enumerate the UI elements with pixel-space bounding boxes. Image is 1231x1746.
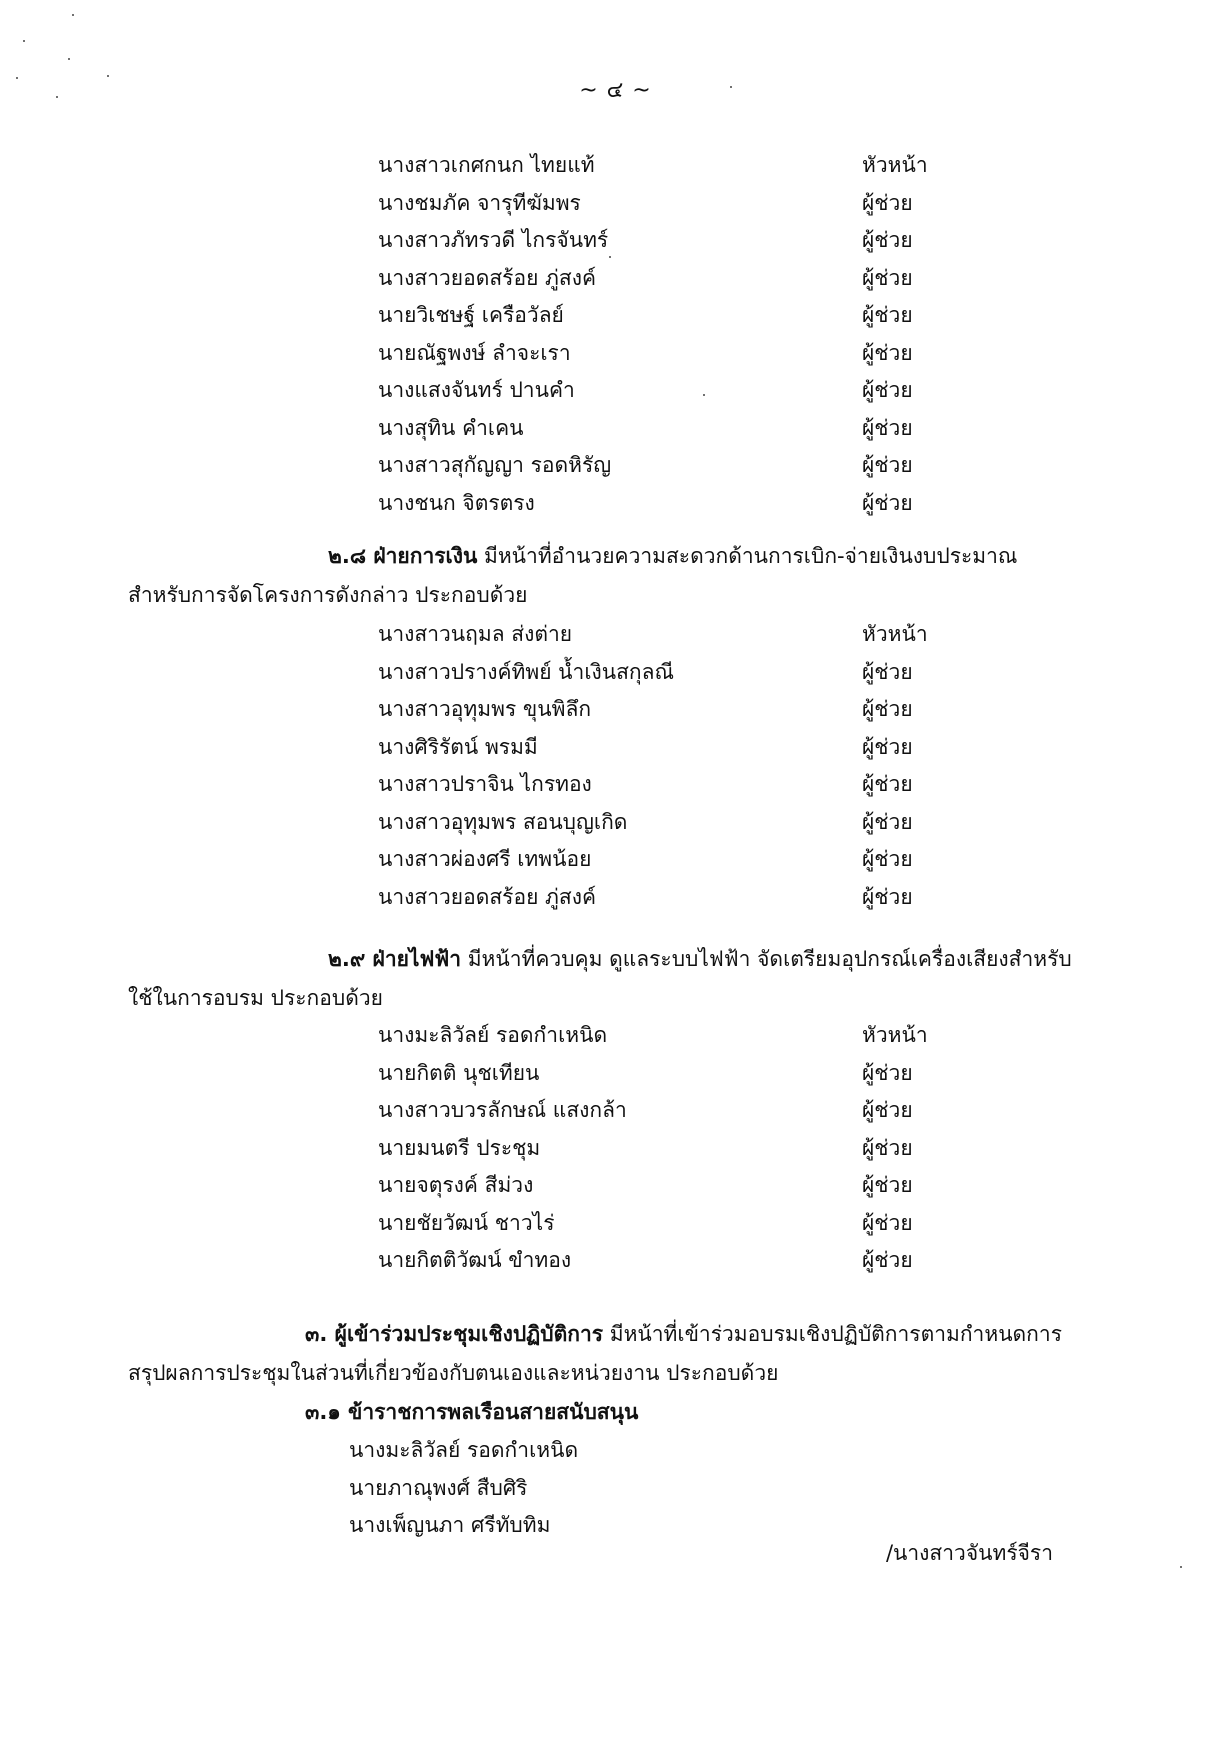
member-name: นางสาวบวรลักษณ์ แสงกล้า bbox=[378, 1098, 627, 1122]
member-name: นายณัฐพงษ์ ลำจะเรา bbox=[378, 340, 571, 365]
member-name: นางสาวนฤมล ส่งต่าย bbox=[378, 622, 573, 646]
section-description: มีหน้าที่เข้าร่วมอบรมเชิงปฏิบัติการตามกำหนดการ bbox=[603, 1322, 1062, 1346]
member-role: ผู้ช่วย bbox=[862, 809, 913, 834]
member-name: นายจตุรงค์ สีม่วง bbox=[378, 1173, 534, 1197]
member-role: ผู้ช่วย bbox=[862, 1248, 913, 1272]
member-name: นายกิตติวัฒน์ ขำทอง bbox=[378, 1248, 572, 1272]
member-role: ผู้ช่วย bbox=[862, 453, 913, 477]
member-row bbox=[0, 297, 1231, 335]
member-role: หัวหน้า bbox=[862, 1023, 928, 1047]
member-role: ผู้ช่วย bbox=[862, 228, 913, 252]
member-row bbox=[0, 804, 1231, 842]
member-name: นายกิตติ นุชเทียน bbox=[378, 1060, 540, 1085]
member-row bbox=[0, 616, 1231, 654]
member-row bbox=[0, 335, 1231, 373]
scan-speck bbox=[1180, 1566, 1182, 1568]
member-row bbox=[0, 447, 1231, 485]
member-role: ผู้ช่วย bbox=[862, 303, 913, 327]
scan-speck bbox=[68, 58, 70, 60]
scan-speck bbox=[72, 14, 74, 16]
section-description: มีหน้าที่ควบคุม ดูแลระบบไฟฟ้า จัดเตรียมอุปกรณ์เครื่องเสียงสำหรับ bbox=[461, 947, 1072, 971]
member-row bbox=[0, 485, 1231, 523]
subsection-title: ๓.๑ ข้าราชการพลเรือนสายสนับสนุน bbox=[305, 1400, 639, 1424]
member-name: นางมะลิวัลย์ รอดกำเหนิด bbox=[378, 1023, 608, 1047]
member-row bbox=[0, 766, 1231, 804]
section-2-9 bbox=[0, 940, 1231, 1018]
member-name: นางสุทิน คำเคน bbox=[378, 415, 524, 440]
member-row bbox=[0, 729, 1231, 767]
section-heading bbox=[0, 537, 1231, 576]
member-role: ผู้ช่วย bbox=[862, 1135, 913, 1160]
member-list-previous bbox=[0, 147, 1231, 522]
member-role: หัวหน้า bbox=[862, 153, 928, 177]
section-description-line2: สรุปผลการประชุมในส่วนที่เกี่ยวข้องกับตนเองและหน่วยงาน ประกอบด้วย bbox=[128, 1361, 779, 1385]
member-row bbox=[0, 1017, 1231, 1055]
member-row bbox=[0, 1167, 1231, 1205]
member-role: ผู้ช่วย bbox=[862, 265, 913, 290]
member-row bbox=[0, 1055, 1231, 1093]
member-role: ผู้ช่วย bbox=[862, 772, 913, 796]
member-row bbox=[0, 372, 1231, 410]
member-name: นางสาวอุทุมพร ขุนพิลึก bbox=[378, 697, 592, 721]
member-name: นางสาวยอดสร้อย ภู่สงค์ bbox=[378, 884, 597, 909]
member-row bbox=[0, 147, 1231, 185]
member-row bbox=[0, 841, 1231, 879]
member-role: ผู้ช่วย bbox=[862, 378, 913, 402]
member-name: นางสาวปราจิน ไกรทอง bbox=[378, 772, 592, 796]
participant-row: นายภาณุพงศ์ สืบศิริ bbox=[349, 1475, 528, 1500]
participant-row: นางเพ็ญนภา ศรีทับทิม bbox=[349, 1513, 551, 1537]
member-row bbox=[0, 654, 1231, 692]
member-row bbox=[0, 222, 1231, 260]
scan-speck bbox=[703, 394, 705, 396]
member-row bbox=[0, 691, 1231, 729]
section-description: มีหน้าที่อำนวยความสะดวกด้านการเบิก-จ่ายเงินงบประมาณ bbox=[477, 544, 1018, 568]
member-name: นายวิเชษฐ์ เครือวัลย์ bbox=[378, 303, 564, 327]
scan-speck bbox=[730, 86, 732, 88]
member-name: นางสาวอุทุมพร สอนบุญเกิด bbox=[378, 809, 628, 834]
member-list-finance bbox=[0, 616, 1231, 916]
member-role: หัวหน้า bbox=[862, 622, 928, 646]
member-row bbox=[0, 260, 1231, 298]
section-title: ๒.๘ ฝ่ายการเงิน bbox=[328, 544, 478, 568]
member-role: ผู้ช่วย bbox=[862, 884, 913, 909]
section-heading bbox=[0, 940, 1231, 979]
member-name: นางสาวยอดสร้อย ภู่สงค์ bbox=[378, 265, 597, 290]
member-role: ผู้ช่วย bbox=[862, 847, 913, 871]
member-name: นางสาวสุกัญญา รอดหิรัญ bbox=[378, 453, 612, 477]
section-description-line2: ใช้ในการอบรม ประกอบด้วย bbox=[128, 986, 383, 1010]
member-name: นางสาวภัทรวดี ไกรจันทร์ bbox=[378, 228, 609, 252]
member-row bbox=[0, 1092, 1231, 1130]
member-name: นางชนก จิตรตรง bbox=[378, 490, 535, 515]
member-role: ผู้ช่วย bbox=[862, 340, 913, 365]
section-3 bbox=[0, 1315, 1231, 1545]
section-title: ๓. ผู้เข้าร่วมประชุมเชิงปฏิบัติการ bbox=[305, 1322, 604, 1346]
member-name: นางสาวผ่องศรี เทพน้อย bbox=[378, 847, 592, 871]
continuation-reference: /นางสาวจันทร์จีรา bbox=[885, 1541, 1053, 1565]
scan-speck bbox=[16, 77, 18, 79]
member-role: ผู้ช่วย bbox=[862, 1098, 913, 1122]
scan-speck bbox=[107, 75, 109, 77]
member-name: นายมนตรี ประชุม bbox=[378, 1135, 541, 1160]
member-role: ผู้ช่วย bbox=[862, 734, 913, 759]
member-name: นางสาวปรางค์ทิพย์ น้ำเงินสกุลณี bbox=[378, 659, 674, 684]
member-role: ผู้ช่วย bbox=[862, 697, 913, 721]
scan-speck bbox=[56, 96, 58, 98]
member-name: นางแสงจันทร์ ปานคำ bbox=[378, 378, 575, 402]
scan-speck bbox=[609, 256, 611, 258]
member-row bbox=[0, 1130, 1231, 1168]
section-2-8 bbox=[0, 537, 1231, 615]
participant-row: นางมะลิวัลย์ รอดกำเหนิด bbox=[349, 1438, 579, 1462]
member-row bbox=[0, 1205, 1231, 1243]
member-role: ผู้ช่วย bbox=[862, 1060, 913, 1085]
scan-speck bbox=[23, 40, 25, 42]
section-title: ๒.๙ ฝ่ายไฟฟ้า bbox=[328, 947, 462, 971]
member-row bbox=[0, 410, 1231, 448]
member-role: ผู้ช่วย bbox=[862, 1173, 913, 1197]
member-name: นายชัยวัฒน์ ชาวไร่ bbox=[378, 1210, 555, 1235]
member-role: ผู้ช่วย bbox=[862, 1210, 913, 1235]
member-name: นางชมภัค จารุทีฆัมพร bbox=[378, 190, 581, 215]
member-role: ผู้ช่วย bbox=[862, 190, 913, 215]
member-role: ผู้ช่วย bbox=[862, 490, 913, 515]
member-row bbox=[0, 879, 1231, 917]
section-heading bbox=[0, 1315, 1231, 1354]
section-description-line2: สำหรับการจัดโครงการดังกล่าว ประกอบด้วย bbox=[128, 583, 528, 607]
subsection-heading bbox=[0, 1393, 1231, 1432]
member-list-electrical bbox=[0, 1017, 1231, 1280]
member-name: นางศิริรัตน์ พรมมี bbox=[378, 734, 538, 759]
member-row bbox=[0, 185, 1231, 223]
member-role: ผู้ช่วย bbox=[862, 659, 913, 684]
page-number: ~ ๔ ~ bbox=[579, 78, 652, 103]
member-role: ผู้ช่วย bbox=[862, 415, 913, 440]
member-name: นางสาวเกศกนก ไทยแท้ bbox=[378, 153, 595, 177]
member-row bbox=[0, 1242, 1231, 1280]
